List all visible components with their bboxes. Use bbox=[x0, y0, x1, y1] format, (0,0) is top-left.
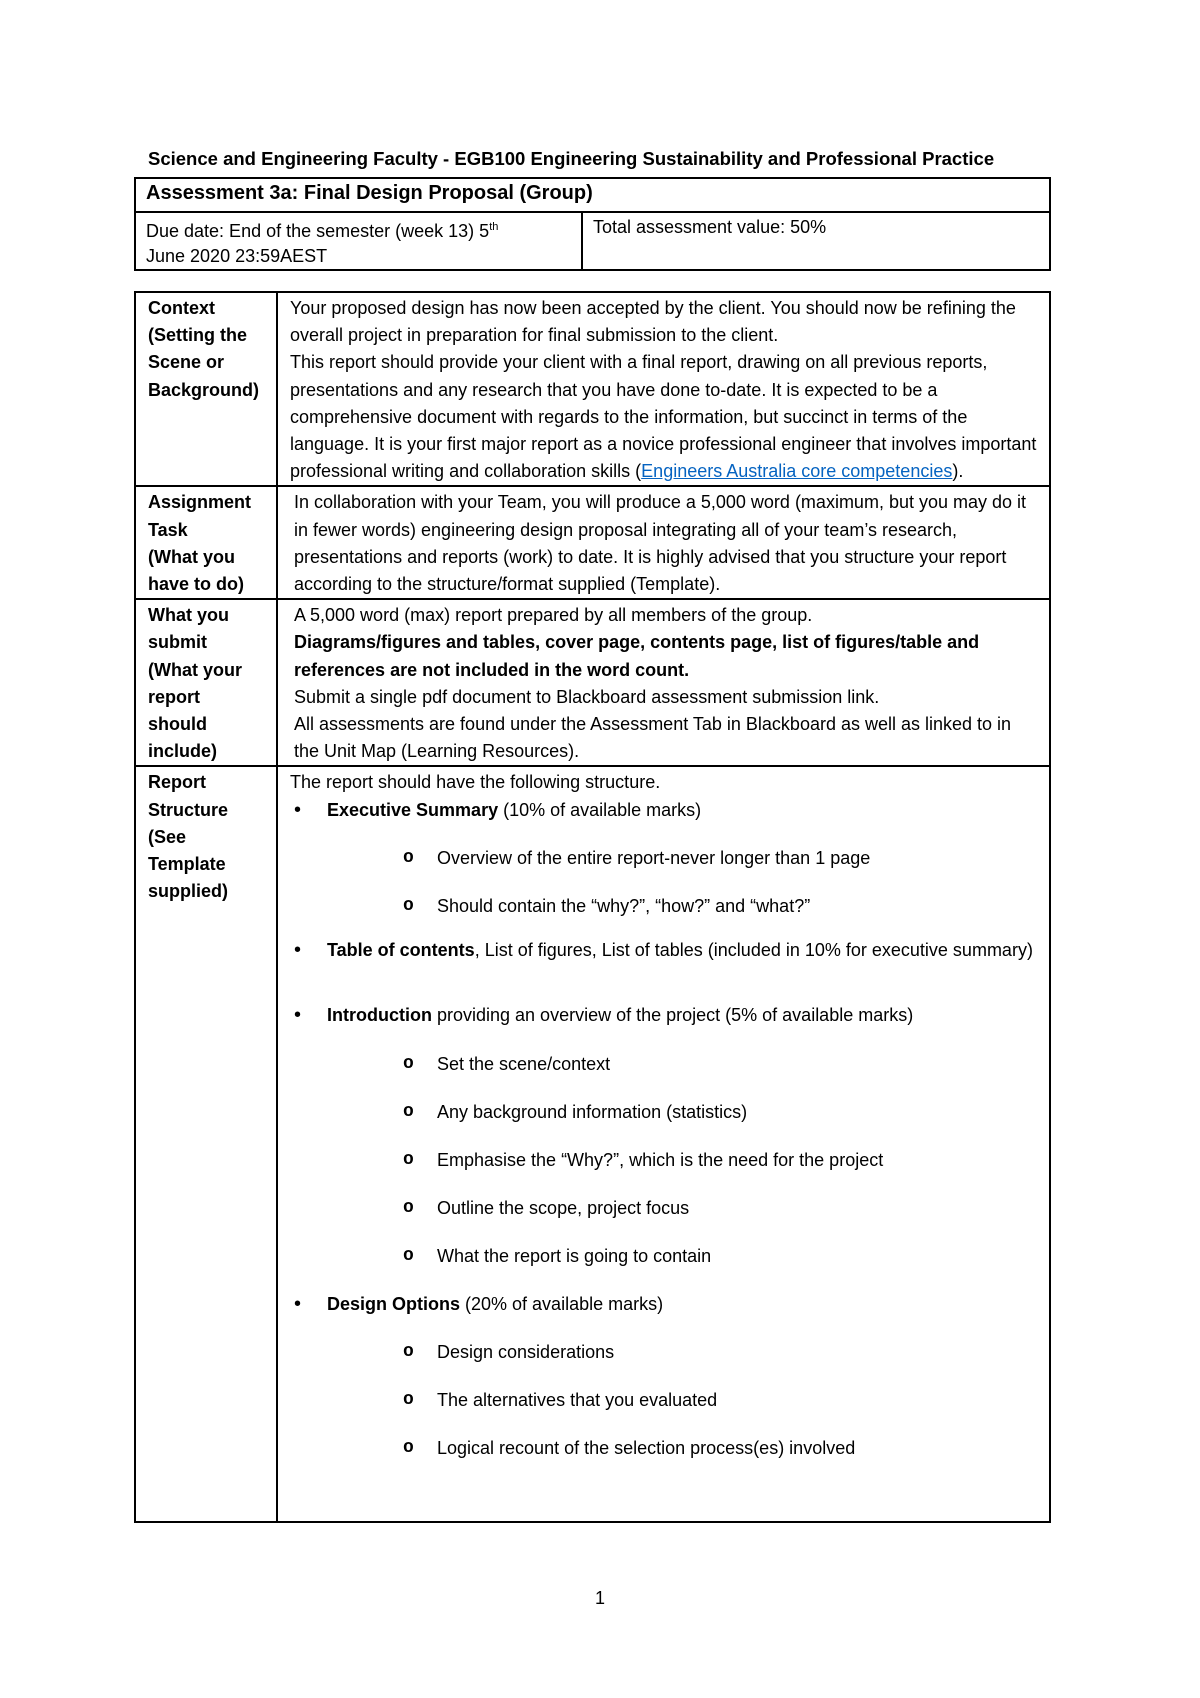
sub-list bbox=[327, 1339, 1041, 1463]
section-note: (10% of available marks) bbox=[498, 799, 702, 820]
assessment-details-table bbox=[134, 291, 1051, 1523]
section-title: Executive Summary bbox=[327, 799, 499, 820]
structure-row bbox=[135, 766, 1050, 1522]
context-row bbox=[135, 292, 1050, 486]
label-line: Report bbox=[148, 772, 206, 793]
sub-bullet-icon: o bbox=[403, 1438, 414, 1459]
sub-bullet-icon: o bbox=[403, 1198, 414, 1219]
engineers-australia-link[interactable]: Engineers Australia core competencies bbox=[641, 461, 953, 482]
context-paragraph-1: Your proposed design has now been accepted by the client. You should now be refining the overall project in preparation for final submission to the client. bbox=[290, 298, 1016, 346]
label-line: Template bbox=[148, 854, 226, 875]
label-line: What you bbox=[148, 605, 229, 626]
sub-list bbox=[327, 845, 1041, 920]
submit-line-1: A 5,000 word (max) report prepared by all members of the group. bbox=[294, 605, 813, 626]
context-label bbox=[135, 292, 277, 486]
list-item bbox=[327, 1051, 1041, 1078]
list-item bbox=[327, 1387, 1041, 1414]
submit-exclusions: Diagrams/figures and tables, cover page, contents page, list of figures/table and references are not included in the word count. bbox=[294, 632, 980, 680]
label-line: (See bbox=[148, 826, 187, 847]
context-content bbox=[277, 292, 1050, 486]
context-paragraph-2 bbox=[290, 349, 1041, 485]
label-line: supplied) bbox=[148, 881, 228, 902]
bullet-icon: • bbox=[294, 939, 302, 962]
label-line: include) bbox=[148, 741, 218, 762]
sub-item-text: The alternatives that you evaluated bbox=[437, 1390, 718, 1411]
sub-item-text: Should contain the “why?”, “how?” and “what?” bbox=[437, 896, 811, 917]
sub-item-text: Set the scene/context bbox=[437, 1053, 611, 1074]
list-item bbox=[290, 937, 1041, 964]
list-item bbox=[290, 1291, 1041, 1463]
submit-label bbox=[135, 599, 277, 766]
submit-row bbox=[135, 599, 1050, 766]
assessment-value: Total assessment value: 50% bbox=[582, 212, 1050, 270]
list-item bbox=[327, 1243, 1041, 1270]
label-line: (Setting the bbox=[148, 325, 247, 346]
sub-bullet-icon: o bbox=[403, 896, 414, 917]
list-item bbox=[327, 1099, 1041, 1126]
section-note: providing an overview of the project (5% of available marks) bbox=[431, 1005, 914, 1026]
label-line: report bbox=[148, 686, 201, 707]
list-item bbox=[327, 1435, 1041, 1462]
section-title: Introduction bbox=[327, 1005, 432, 1026]
list-item bbox=[327, 893, 1041, 920]
bullet-icon: • bbox=[294, 1292, 302, 1315]
assessment-title: Assessment 3a: Final Design Proposal (Group) bbox=[135, 178, 1050, 212]
bullet-icon: • bbox=[294, 1004, 302, 1027]
section-title: Table of contents bbox=[327, 940, 475, 961]
submit-content bbox=[277, 599, 1050, 766]
page-number: 1 bbox=[594, 1588, 605, 1608]
structure-content bbox=[277, 766, 1050, 1522]
label-line: Scene or bbox=[148, 352, 225, 373]
section-title: Design Options bbox=[327, 1293, 461, 1314]
sub-item-text: Design considerations bbox=[437, 1341, 615, 1362]
label-line: Background) bbox=[148, 379, 260, 400]
label-line: should bbox=[148, 714, 207, 735]
sub-item-text: What the report is going to contain bbox=[437, 1246, 712, 1267]
due-date-text: Due date: End of the semester (week 13) 5 bbox=[146, 221, 490, 241]
sub-item-text: Any background information (statistics) bbox=[437, 1101, 748, 1122]
sub-list bbox=[327, 1051, 1041, 1271]
list-item bbox=[290, 1002, 1041, 1270]
context-text: This report should provide your client with a final report, drawing on all previous reports, presentations and any research that you have done to-date. It is expected to be a comprehensive document with regards to the information, but succinct in terms of the language. It is your first major report as a novice professional engineer that involves important professional writing and collaboration skills ( bbox=[290, 352, 1037, 482]
due-date bbox=[135, 212, 582, 270]
sub-bullet-icon: o bbox=[403, 1341, 414, 1362]
structure-list bbox=[290, 797, 1041, 1463]
label-line: have to do) bbox=[148, 574, 245, 595]
assessment-header-table bbox=[134, 177, 1051, 271]
due-date-line2: June 2020 23:59AEST bbox=[146, 246, 328, 266]
context-closing: ). bbox=[952, 461, 964, 482]
sub-item-text: Overview of the entire report-never longer than 1 page bbox=[437, 847, 871, 868]
sub-item-text: Logical recount of the selection process(es) involved bbox=[437, 1438, 856, 1459]
label-line: Task bbox=[148, 519, 188, 540]
label-line: submit bbox=[148, 632, 208, 653]
task-row bbox=[135, 486, 1050, 599]
list-item bbox=[327, 845, 1041, 872]
label-line: Assignment bbox=[148, 492, 252, 513]
list-item bbox=[327, 1147, 1041, 1174]
sub-bullet-icon: o bbox=[403, 1150, 414, 1171]
structure-label bbox=[135, 766, 277, 1522]
due-date-superscript: th bbox=[489, 221, 499, 233]
sub-item-text: Emphasise the “Why?”, which is the need for the project bbox=[437, 1150, 884, 1171]
task-content bbox=[277, 486, 1050, 599]
sub-bullet-icon: o bbox=[403, 1053, 414, 1074]
section-note: (20% of available marks) bbox=[460, 1293, 664, 1314]
faculty-heading: Science and Engineering Faculty - EGB100 Engineering Sustainability and Professional Practice bbox=[148, 148, 995, 169]
submit-line-4: All assessments are found under the Assessment Tab in Blackboard as well as linked to in the Unit Map (Learning Resources). bbox=[294, 714, 1012, 762]
bullet-icon: • bbox=[294, 798, 302, 821]
label-line: Structure bbox=[148, 799, 229, 820]
sub-bullet-icon: o bbox=[403, 1390, 414, 1411]
sub-bullet-icon: o bbox=[403, 1101, 414, 1122]
list-item bbox=[327, 1339, 1041, 1366]
submit-line-3: Submit a single pdf document to Blackboard assessment submission link. bbox=[294, 686, 880, 707]
label-line: (What your bbox=[148, 659, 242, 680]
label-line: Context bbox=[148, 298, 215, 318]
sub-bullet-icon: o bbox=[403, 847, 414, 868]
list-item bbox=[327, 1195, 1041, 1222]
task-label bbox=[135, 486, 277, 599]
structure-intro: The report should have the following structure. bbox=[290, 772, 661, 793]
label-line: (What you bbox=[148, 546, 235, 567]
list-item bbox=[290, 797, 1041, 921]
sub-bullet-icon: o bbox=[403, 1246, 414, 1267]
task-text: In collaboration with your Team, you will produce a 5,000 word (maximum, but you may do it in fewer words) engineering design proposal integrating all of your team’s research, presentations and reports (work) to date. It is highly advised that you structure your report according to the structure/format supplied (Template). bbox=[294, 492, 1027, 595]
sub-item-text: Outline the scope, project focus bbox=[437, 1198, 690, 1219]
section-note: , List of figures, List of tables (included in 10% for executive summary) bbox=[474, 940, 1033, 961]
